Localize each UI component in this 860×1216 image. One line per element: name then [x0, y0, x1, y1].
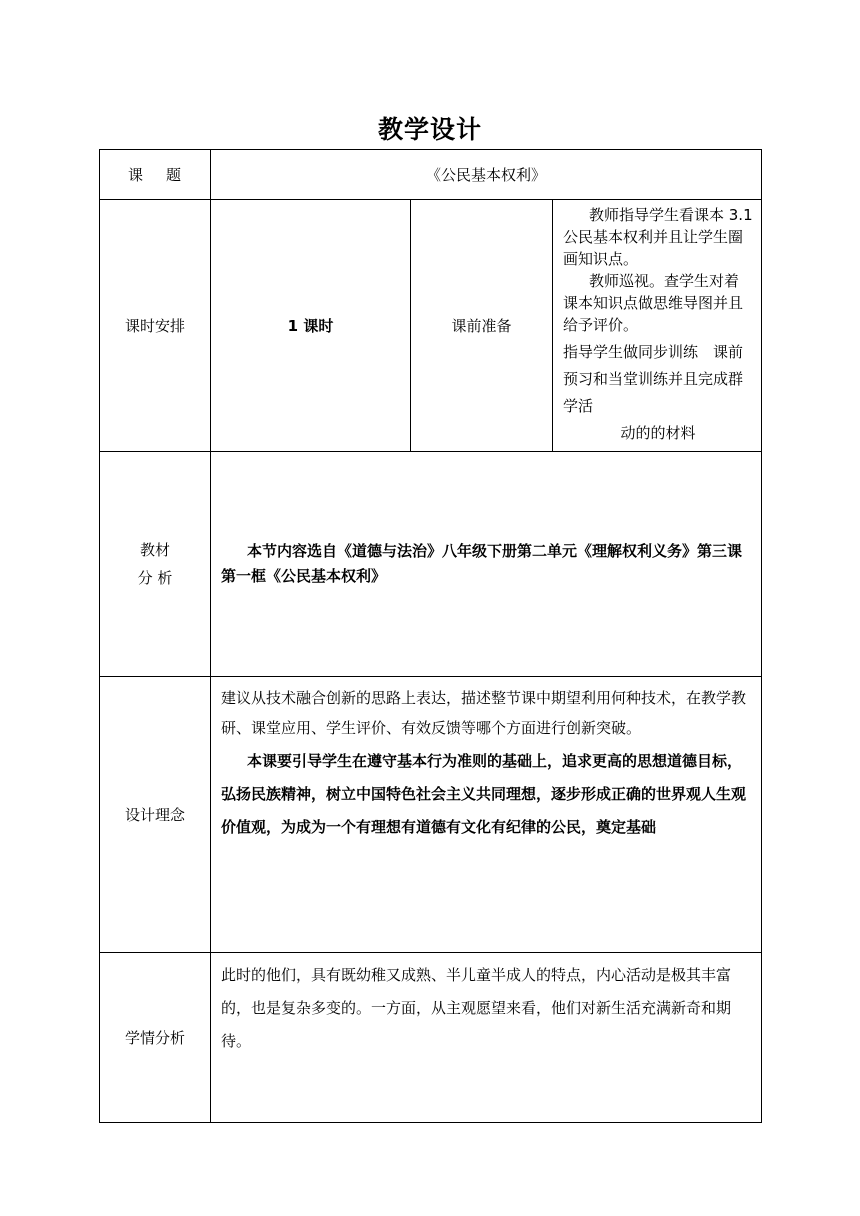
student-analysis-label: 学情分析 [100, 953, 211, 1123]
design-concept-hint: 建议从技术融合创新的思路上表达，描述整节课中期望利用何种技术，在教学教研、课堂应用、学生评价、有效反馈等哪个方面进行创新突破。 [221, 689, 747, 737]
textbook-label-line-2: 分 析 [137, 569, 173, 587]
class-hours-value: 1 课时 [211, 200, 411, 452]
prep-line-4: 动的的材料 [620, 424, 696, 442]
row-design-concept [100, 677, 762, 953]
row-schedule [100, 200, 762, 452]
design-concept-text: 本课要引导学生在遵守基本行为准则的基础上，追求更高的思想道德目标，弘扬民族精神，树立中国特色社会主义共同理想，逐步形成正确的世界观人生观价值观，为成为一个有理想有道德有文化有纪律的公民，奠定基础 [221, 752, 747, 836]
prep-line-1: 教师指导学生看课本 3.1 公民基本权利并且让学生圈画知识点。 [563, 206, 753, 268]
preparation-label: 课前准备 [411, 200, 553, 452]
row-topic [100, 150, 762, 200]
topic-label-char-2: 题 [166, 166, 183, 184]
student-analysis-content [211, 953, 762, 1123]
design-concept-content [211, 677, 762, 953]
row-student-analysis [100, 953, 762, 1123]
row-textbook [100, 452, 762, 677]
topic-label-char-1: 课 [127, 166, 144, 184]
prep-line-2: 教师巡视。查学生对着课本知识点做思维导图并且给予评价。 [563, 272, 744, 334]
prep-line-3: 指导学生做同步训练 课前预习和当堂训练并且完成群学活 [563, 343, 744, 415]
textbook-label-line-1: 教材 [139, 541, 170, 559]
textbook-analysis-label [100, 452, 211, 677]
textbook-analysis-content [211, 452, 762, 677]
topic-label-cell [100, 150, 211, 200]
design-concept-label: 设计理念 [100, 677, 211, 953]
document-title: 教学设计 [377, 115, 482, 144]
student-analysis-text: 此时的他们，具有既幼稚又成熟、半儿童半成人的特点，内心活动是极其丰富的，也是复杂多变的。一方面，从主观愿望来看，他们对新生活充满新奇和期待。 [221, 966, 732, 1050]
lesson-design-table [99, 149, 762, 1123]
topic-value: 《公民基本权利》 [211, 150, 762, 200]
preparation-content [553, 200, 762, 452]
schedule-label: 课时安排 [100, 200, 211, 452]
textbook-analysis-text: 本节内容选自《道德与法治》八年级下册第二单元《理解权利义务》第三课第一框《公民基本权利》 [221, 542, 743, 585]
